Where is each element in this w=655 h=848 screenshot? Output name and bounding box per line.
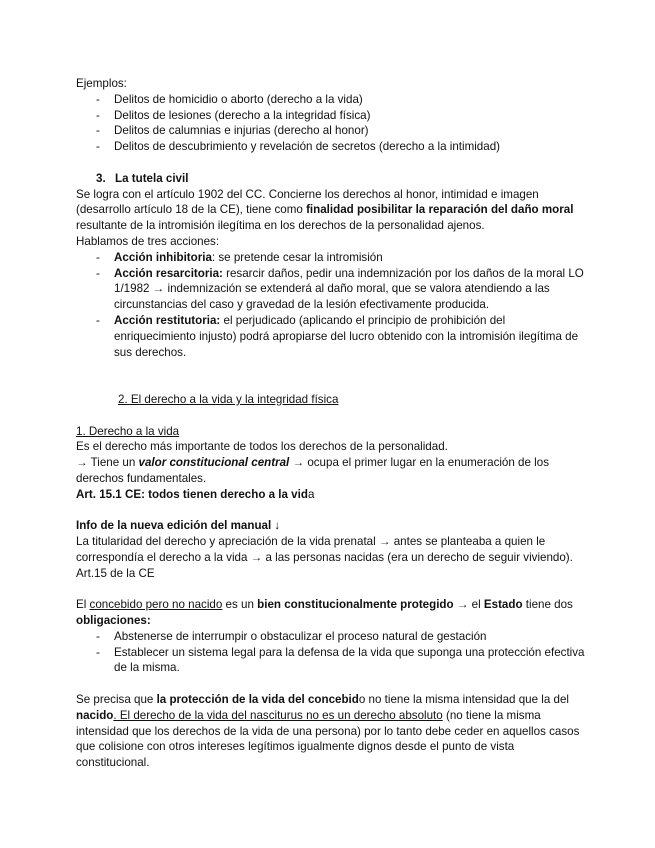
obligaciones-list <box>76 629 586 676</box>
list-item: - Delitos de lesiones (derecho a la integridad física) <box>76 108 586 124</box>
tutela-paragraph: Se logra con el artículo 1902 del CC. Concierne los derechos al honor, intimidad e imagen (desarrollo artículo 18 de la CE), tiene como finalidad posibilitar la reparación del daño moral resultante de la intromisión ilegítima en los derechos de la personalidad ajenos. <box>76 187 574 233</box>
section-heading-tutela: 3. La tutela civil <box>96 171 189 185</box>
list-item: - Establecer un sistema legal para la defensa de la vida que suponga una protección efectiva de la misma. <box>76 645 586 677</box>
info-heading: Info de la nueva edición del manual ↓ <box>76 519 281 533</box>
list-item: - Acción restitutoria: el perjudicado (aplicando el principio de prohibición del enriquecimiento injusto) podrá apropiarse del lucro obtenido con la intromisión ilegítima de sus derechos. <box>76 313 586 360</box>
paragraph: → Tiene un valor constitucional central → ocupa el primer lugar en la enumeración de los derechos fundamentales. <box>76 456 549 485</box>
list-item: - Delitos de homicidio o aborto (derecho a la vida) <box>76 92 586 108</box>
ejemplos-list <box>76 92 586 155</box>
article-heading: Art. 15.1 CE: todos tienen derecho a la vida <box>76 487 315 501</box>
list-item: - Acción resarcitoria: resarcir daños, pedir una indemnización por los daños de la moral LO 1/1982 → indemnización se extenderá al daño moral, que se valora atendiendo a las circunstancias del caso y gravedad de la lesión efectivamente producida. <box>76 266 586 313</box>
subsection-title: 1. Derecho a la vida <box>76 424 180 438</box>
document-page <box>76 76 586 771</box>
paragraph: Se precisa que la protección de la vida del concebido no tiene la misma intensidad que la del nacido. El derecho de la vida del nasciturus no es un derecho absoluto (no tiene la misma intensidad que los derechos de la vida de una persona) por lo tanto debe ceder en aquellos casos que colisione con otros intereses legítimos igualmente dignos desde el punto de vista constitucional. <box>76 693 580 770</box>
paragraph: El concebido pero no nacido es un bien constitucionalmente protegido → el Estado tiene dos obligaciones: <box>76 598 573 628</box>
tutela-intro-acciones: Hablamos de tres acciones: <box>76 234 220 248</box>
ejemplos-heading: Ejemplos: <box>76 77 127 90</box>
list-item: - Delitos de descubrimiento y revelación de secretos (derecho a la intimidad) <box>76 139 586 155</box>
list-item: - Abstenerse de interrumpir o obstaculizar el proceso natural de gestación <box>76 629 586 645</box>
paragraph: La titularidad del derecho y apreciación de la vida prenatal → antes se planteaba a quien le correspondía el derecho a la vida → a las personas nacidas (era un derecho de seguir viviendo). Art.15 de la CE <box>76 535 573 580</box>
list-item: - Acción inhibitoria: se pretende cesar la intromisión <box>76 250 586 266</box>
acciones-list <box>76 250 586 361</box>
paragraph: Es el derecho más importante de todos los derechos de la personalidad. <box>76 440 448 454</box>
list-item: - Delitos de calumnias e injurias (derecho al honor) <box>76 123 586 139</box>
section-2-title: 2. El derecho a la vida y la integridad física <box>118 392 339 406</box>
